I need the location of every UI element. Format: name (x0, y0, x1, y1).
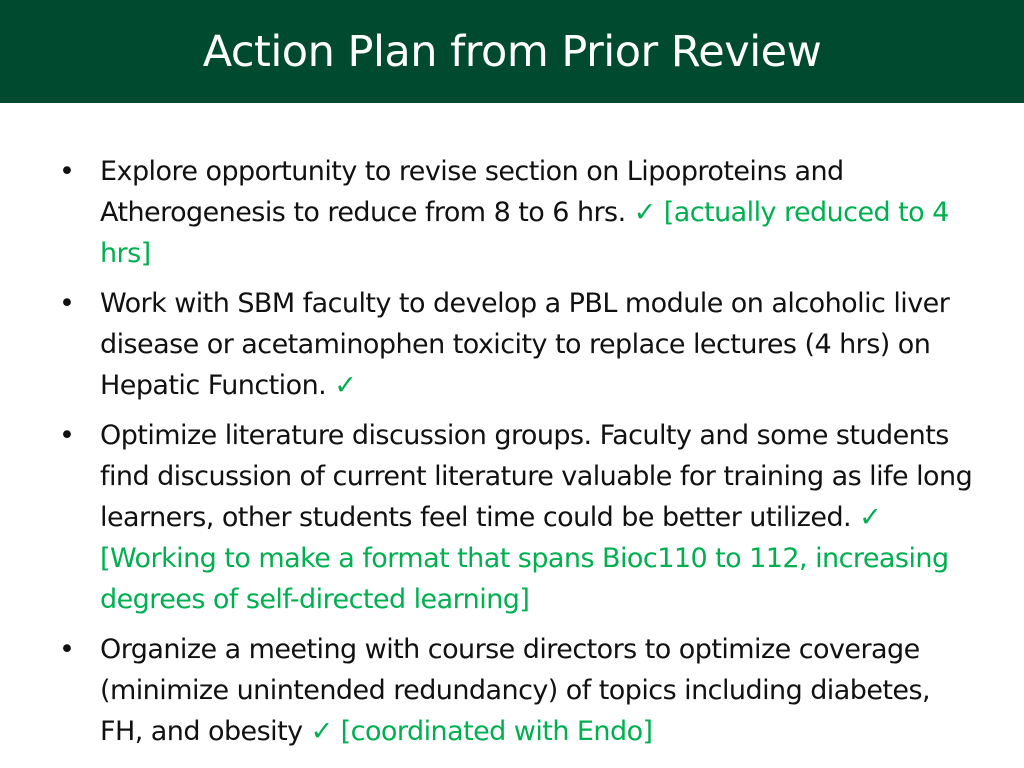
bullet-item (59, 283, 974, 406)
bullet-status: ✓ [actually reduced to 4 hrs] (100, 197, 949, 269)
bullet-status: ✓ [coordinated with Endo] (310, 716, 653, 747)
bullet-text: Organize a meeting with course directors to optimize coverage (minimize unintended redundancy) of topics including diabetes, FH, and obesity (100, 634, 931, 747)
bullet-dot-icon: • (59, 420, 75, 451)
bullet-item (59, 629, 974, 752)
bullet-item (59, 415, 974, 620)
bullet-dot-icon: • (59, 156, 75, 187)
bullet-dot-icon: • (59, 288, 75, 319)
bullet-list (59, 151, 974, 761)
bullet-item (59, 151, 974, 274)
bullet-status: ✓ [Working to make a format that spans Bioc110 to 112, increasing degrees of self-directed learning] (100, 502, 949, 615)
bullet-text: Explore opportunity to revise section on Lipoproteins and Atherogenesis to reduce from 8 to 6 hrs. (100, 156, 844, 228)
title-bar (0, 0, 1024, 103)
bullet-text: Optimize literature discussion groups. Faculty and some students find discussion of current literature valuable for training as life long learners, other students feel time could be better utilized. (100, 420, 973, 533)
bullet-dot-icon: • (59, 634, 75, 665)
bullet-status: ✓ (334, 370, 357, 401)
bullet-text: Work with SBM faculty to develop a PBL module on alcoholic liver disease or acetaminophen toxicity to replace lectures (4 hrs) on Hepatic Function. (100, 288, 950, 401)
slide-title: Action Plan from Prior Review (202, 27, 822, 77)
